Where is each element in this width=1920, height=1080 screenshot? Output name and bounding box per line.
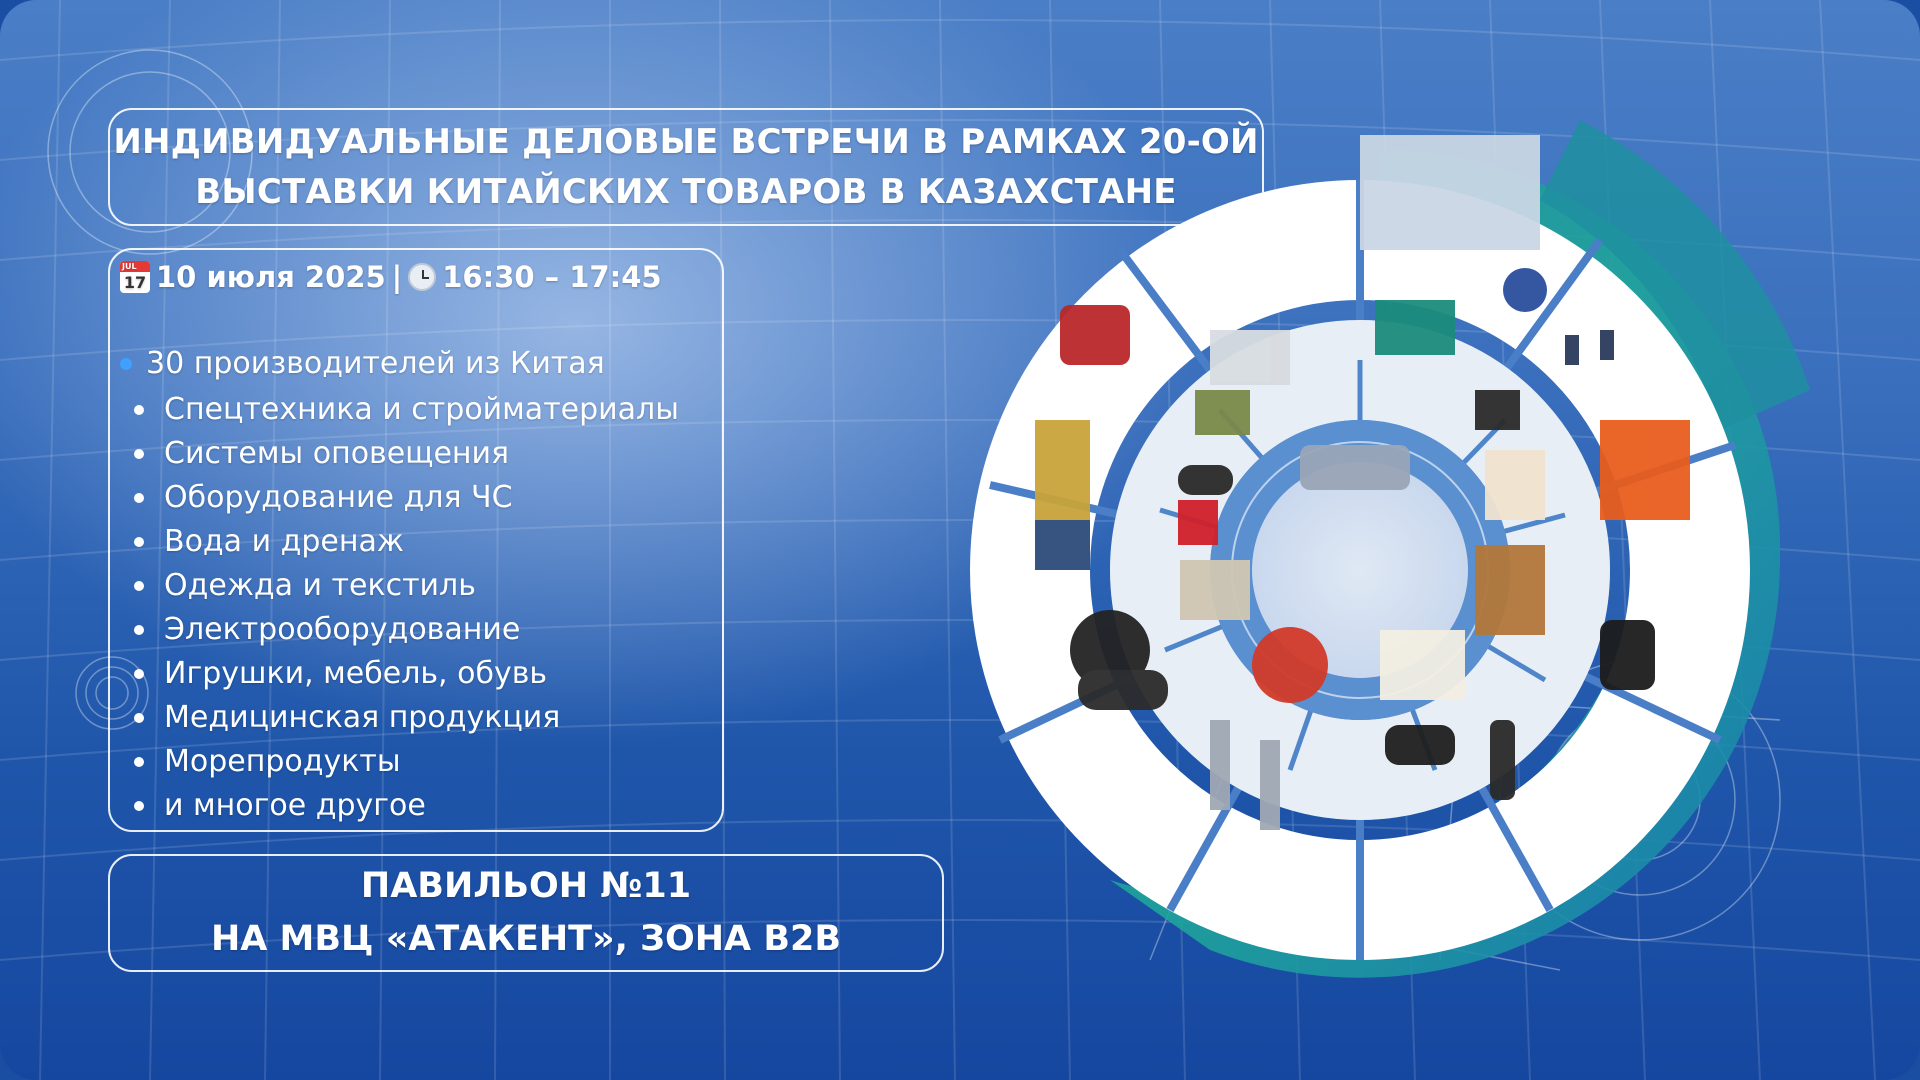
event-title-line-1: ИНДИВИДУАЛЬНЫЕ ДЕЛОВЫЕ ВСТРЕЧИ В РАМКАХ 20-ОЙ xyxy=(113,122,1259,162)
list-item: Электрооборудование xyxy=(134,608,679,652)
calendar-icon xyxy=(120,261,150,293)
info-box xyxy=(108,248,724,832)
event-time: 16:30 – 17:45 xyxy=(442,260,662,294)
schedule-separator: | xyxy=(391,260,403,294)
venue-box xyxy=(108,854,944,972)
list-item: Системы оповещения xyxy=(134,432,679,476)
list-item: Медицинская продукция xyxy=(134,696,679,740)
calendar-day: 17 xyxy=(123,273,147,292)
calendar-month: JUL xyxy=(122,262,137,271)
product-wheel xyxy=(960,90,1920,1080)
bullet-dot-icon xyxy=(120,358,132,370)
bullet-icon xyxy=(134,581,144,591)
venue-line-1: ПАВИЛЬОН №11 xyxy=(360,866,692,906)
bullet-icon xyxy=(134,405,144,415)
clock-icon xyxy=(408,263,436,291)
bullet-icon xyxy=(134,757,144,767)
list-item: Игрушки, мебель, обувь xyxy=(134,652,679,696)
bullet-icon xyxy=(134,669,144,679)
venue-line-2: НА МВЦ «АТАКЕНТ», ЗОНА B2B xyxy=(210,919,842,959)
schedule-row xyxy=(120,260,662,294)
list-item: и многое другое xyxy=(134,784,679,828)
manufacturers-lead xyxy=(120,346,605,381)
bullet-icon xyxy=(134,801,144,811)
manufacturers-lead-text: 30 производителей из Китая xyxy=(146,346,605,381)
product-wheel-graphic xyxy=(960,90,1920,1080)
event-title-line-2: ВЫСТАВКИ КИТАЙСКИХ ТОВАРОВ В КАЗАХСТАНЕ xyxy=(195,172,1177,212)
list-item: Одежда и текстиль xyxy=(134,564,679,608)
list-item: Спецтехника и стройматериалы xyxy=(134,388,679,432)
bullet-icon xyxy=(134,537,144,547)
list-item: Оборудование для ЧС xyxy=(134,476,679,520)
bullet-icon xyxy=(134,449,144,459)
event-date: 10 июля 2025 xyxy=(156,260,386,294)
venue-text xyxy=(211,860,841,966)
bullet-icon xyxy=(134,493,144,503)
bullet-icon xyxy=(134,713,144,723)
list-item: Вода и дренаж xyxy=(134,520,679,564)
category-list xyxy=(134,388,679,828)
list-item: Морепродукты xyxy=(134,740,679,784)
bullet-icon xyxy=(134,625,144,635)
